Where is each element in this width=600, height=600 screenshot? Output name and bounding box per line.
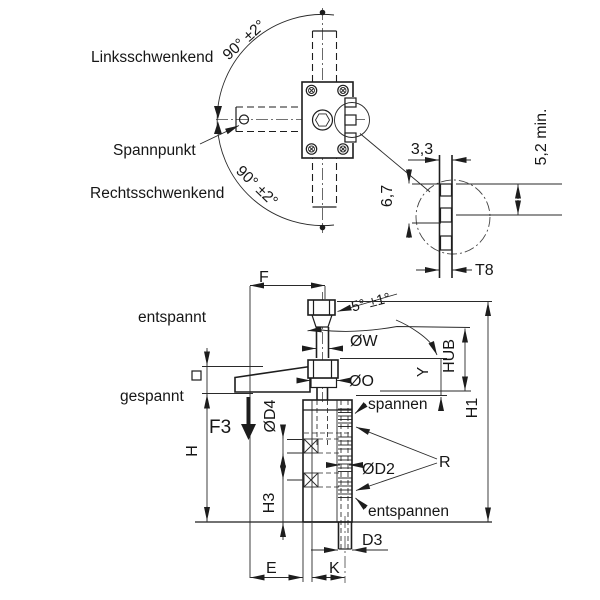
dim-k: K	[329, 560, 340, 577]
force-label: F3	[209, 417, 232, 438]
dim-y: Y	[415, 366, 432, 378]
label-clamped: gespannt	[120, 388, 184, 405]
arc-end-dot-bottom	[320, 225, 326, 231]
clamp-arm	[235, 367, 310, 393]
dim-r: R	[439, 454, 451, 471]
radius-mark	[214, 106, 222, 119]
detail-boundary-circle	[416, 180, 490, 254]
force-arrow-head	[241, 424, 256, 440]
dim-5-2-min: 5,2 min.	[533, 108, 550, 166]
label-right-swing: Rechtsschwenkend	[90, 185, 225, 202]
dim-d2: ØD2	[362, 461, 395, 478]
dim-f: F	[259, 269, 269, 286]
dim-o: ØO	[349, 373, 374, 390]
square-section-symbol	[192, 371, 201, 380]
front-view	[120, 269, 492, 583]
label-unclamped: entspannt	[138, 309, 207, 326]
t-slot-edge	[345, 97, 356, 143]
label-left-swing: Linksschwenkend	[91, 49, 214, 66]
dim-w: ØW	[350, 333, 378, 350]
angle-bottom-label: 90° ±2°	[232, 162, 281, 211]
force-arrow	[247, 397, 251, 424]
detail-view	[379, 109, 562, 279]
label-clamp-port: spannen	[368, 396, 428, 413]
radius-mark	[214, 122, 222, 135]
dim-t8: T8	[475, 262, 494, 279]
dim-h1: H1	[464, 397, 481, 419]
dim-6-7: 6,7	[379, 184, 396, 208]
dim-d4: ØD4	[262, 399, 279, 433]
angle-top-label: 90° ±2°	[219, 16, 270, 64]
clamped-rod-group	[308, 360, 338, 400]
label-unclamp-port: entspannen	[368, 503, 450, 520]
arc-end-dot-top	[320, 10, 326, 16]
dim-d3: D3	[362, 532, 383, 549]
angle-arm-label: 5° ±1°	[349, 290, 393, 316]
dim-3-3: 3,3	[410, 141, 434, 158]
dim-e: E	[266, 560, 277, 577]
slot-teeth	[441, 184, 452, 250]
dim-hub: HUB	[441, 339, 458, 373]
unclamped-rod-group	[308, 300, 335, 358]
dim-h3: H3	[261, 492, 278, 514]
dim-h: H	[184, 445, 201, 457]
label-clamp-point: Spannpunkt	[113, 142, 196, 159]
